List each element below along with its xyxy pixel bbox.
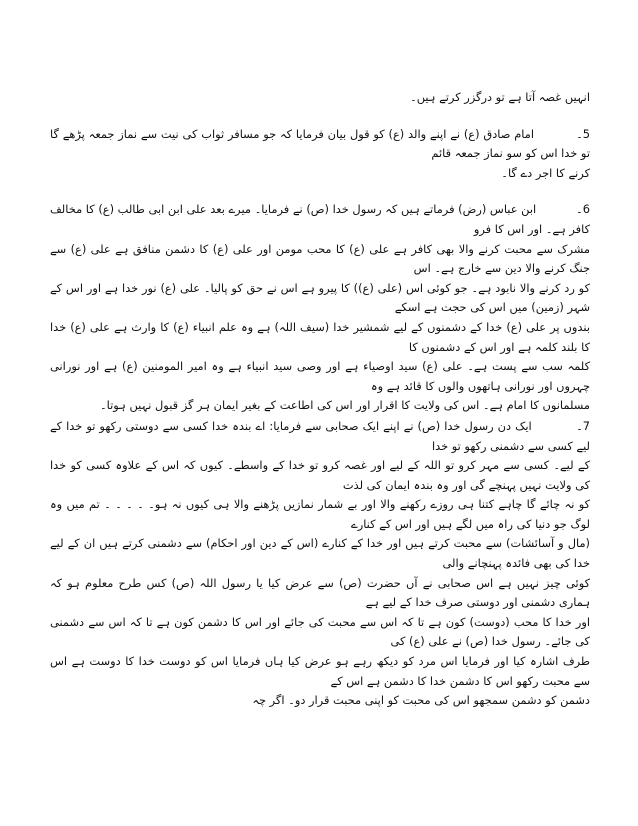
paragraph-6-line-3: کو رد کرنے والا نابود ہے۔ جو کوئی اس (علی (ع)) کا پیرو ہے اس نے حق کو پالیا۔ علی (ع) نور خدا ہے اور اس کے شہر (زمین) میں اس کی حجت ہے اسکے [50,280,590,315]
paragraph-5-number: 5۔ [576,126,591,141]
paragraph-7-line-3: کو نہ چائے گا چاہے کتنا ہی روزے رکھنے والا اور بے شمار نمازیں پڑھنے والا ہی کیوں نہ ہو۔ ۔ ۔ ۔ ۔ تم میں وہ لوگ جو دنیا کی راہ میں لگے ہیں اور اس کے کنارے [50,497,590,531]
paragraph-6-line-4: بندوں پر علی (ع) خدا کے دشمنوں کے لیے شمشیر خدا (سیف اللہ) ہے وہ علم انبیاء (ع) کا وارث ہے علی (ع) خدا کا بلند کلمہ ہے اور اس کے دشمنوں کا [50,319,590,354]
paragraph-5 [50,125,590,184]
document-text-block [50,88,590,711]
paragraph-5-line-2: کرنے کا اجر دے گا۔ [501,165,590,180]
paragraph-6-number: 6۔ [576,202,590,217]
paragraph-5-line-1 [50,125,590,164]
paragraph-7-line-4: (مال و آسائشات) سے محبت کرتے ہیں اور خدا کے کنارے (اس کے دین اور احکام) سے دشمنی کرتے ہیں ان کے لیے خدا کی بھی فائدہ پہنچانے والی [50,536,590,571]
paragraph-6-line-2: مشرک سے محبت کرنے والا بھی کافر ہے علی (ع) کا محب مومن اور علی (ع) کا دشمن منافق ہے علی (ع) سے جنگ کرنے والا دین سے خارج ہے۔ اس [50,241,590,276]
paragraph-7 [50,417,590,711]
paragraph-6-line-5: کلمہ سب سے پست ہے۔ علی (ع) سید اوصیاء ہے اور وصی سید انبیاء ہے وہ امیر المومنین (ع) ہے اور نورانی چہروں اور نورانی ہاتھوں والوں کا قائد ہے وہ [50,359,590,393]
paragraph-7-line-2: کے لیے۔ کسی سے مہر کرو تو اللہ کے لیے اور غصہ کرو تو خدا کے واسطے۔ کیوں کہ اس کے علاوہ کسی کو خدا کی ولایت نہیں پہنچے گی اور وہ بندہ ایمان کی لذت [50,458,590,492]
paragraph-6-line-1 [50,200,590,239]
paragraph-7-line-5: کوئی چیز نہیں ہے اس صحابی نے آں حضرت (ص) سے عرض کیا یا رسول اللہ (ص) کس طرح معلوم ہو کہ ہماری دشمنی اور دوستی صرف خدا کے لیے ہے [50,575,590,610]
paragraph-spacer [50,108,590,125]
paragraph-7-line-6: اور خدا کا محب (دوست) کون ہے تا کہ اس سے محبت کی جائے اور اس کا دشمن کون ہے تا کہ اس سے دشمنی کی جائے۔ رسول خدا (ص) نے علی (ع) کی [50,614,590,649]
paragraph-6-line-6: مسلمانوں کا امام ہے۔ اس کی ولایت کا اقرار اور اس کی اطاعت کے بغیر ایمان ہر گز قبول نہیں ہوتا۔ [99,398,590,413]
paragraph-7-line-1 [50,417,590,456]
paragraph-intro-text: انہیں غصہ آتا ہے تو درگزر کرتے ہیں۔ [410,90,590,104]
paragraph-7-line-7: طرف اشارہ کیا اور فرمایا اس مرد کو دیکھ رہے ہو عرض کیا ہاں فرمایا اس کو دوست خدا کا دوست ہے اس سے محبت رکھو اس کا دشمن خدا کا دشمن ہے اس کے [50,654,590,688]
paragraph-7-line-8: دشمن کو دشمن سمجھو اس کی محبت کو اپنی محبت قرار دو۔ اگر چہ [252,693,590,708]
paragraph-5-text-1: امام صادق (ع) نے اپنے والد (ع) کو قول بیان فرمایا کہ جو مسافر ثواب کی نیت سے نماز جمعہ پڑھے گا تو خدا اس کو سو نماز جمعہ قائم [50,126,590,161]
paragraph-6-text-1: ابن عباس (رض) فرماتے ہیں کہ رسول خدا (ص) نے فرمایا۔ میرے بعد علی ابن ابی طالب (ع) کا مخالف کافر ہے۔ اور اس کا فرو [50,202,590,236]
paragraph-7-text-1: ایک دن رسول خدا (ص) نے اپنے ایک صحابی سے فرمایا: اے بندہ خدا کسی سے دوستی رکھو تو خدا کے لیے کسی سے دشمنی رکھو تو خدا [50,418,590,453]
paragraph-6 [50,200,590,416]
paragraph-7-number: 7۔ [576,418,591,433]
paragraph-intro [50,88,590,108]
paragraph-spacer [50,183,590,200]
